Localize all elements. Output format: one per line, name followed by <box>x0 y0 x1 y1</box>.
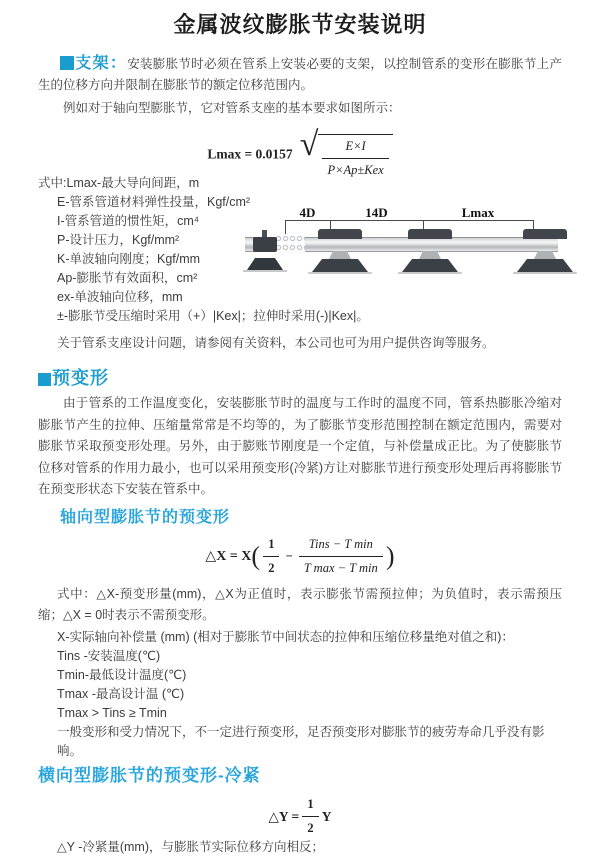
axial-note-x: 式中：△X-预变形量(mm)，△X为正值时，表示膨张节需预拉伸；为负值时，表示需预压缩；△X = 0时表示不需预变形。 <box>38 586 562 622</box>
lateral-note: △Y -冷紧量(mm)，与膨胀节实际位移方向相反； <box>57 839 325 854</box>
sqrt-expression <box>300 127 393 181</box>
definition-line: ±-膨胀节受压缩时采用（+）|Kex|；拉伸时采用(-)|Kex|。 <box>57 309 369 323</box>
definition-line: K-单波轴向刚度；Kgf/mm <box>57 252 201 266</box>
support-base <box>312 259 368 272</box>
support-stem <box>419 251 441 259</box>
open-paren: ( <box>251 541 261 570</box>
lmax-fraction-denominator: P×Ap±Kex <box>322 158 388 181</box>
service-note-line: 关于管系支座设计问题，请参阅有关资料，本公司也可为用户提供咨询等服务。 <box>57 336 495 350</box>
radical-sign: √ <box>299 126 319 163</box>
lateral-half-denominator: 2 <box>302 816 318 839</box>
support-base <box>402 259 458 272</box>
lmax-formula <box>38 126 562 177</box>
predeform-body-paragraph: 由于管系的工作温度变化，安装膨胀节时的温度与工作时的温度不同，管系热膨胀冷缩对膨胀节产生的拉伸、压缩量常常是不均等的，为了膨胀节变形范围控制在额定范围内，需要对膨胀节采取预变形处理。另外，由于膨账节刚度是一个定值，与补偿量成正比。为了使膨胀节位移对管系的作用力最小，也可以采用预变形(冷紧)方让对膨胀节进行预变形处理后再将膨胀节在预变形状态下安装在管系中。 <box>38 396 562 496</box>
guide-support <box>308 204 372 274</box>
document-body <box>0 53 600 857</box>
half-numerator: 1 <box>268 536 275 551</box>
axial-note-compensation: X-实际轴向补偿量 (mm) (相对于膨胀节中间状态的拉伸和压缩位移量绝对值之和)： <box>57 629 514 644</box>
support-intro-text: 安装膨胀节时必须在管系上安装必要的支架，以控制管系的变形在膨胀节上产生的位移方向并限制在膨胀节的额定位移范围内。 <box>38 57 562 92</box>
half-denominator: 2 <box>263 556 279 579</box>
anchor-base <box>247 258 283 270</box>
axial-note-inequality: Tmax > Tins ≥ Tmin <box>57 705 167 720</box>
page-title: 金属波纹膨胀节安装说明 <box>173 12 427 37</box>
definition-line: Ap-膨胀节有效面积，cm² <box>57 271 198 285</box>
lateral-half-numerator: 1 <box>307 796 314 811</box>
support-baseline <box>513 272 577 274</box>
dimension-label-4d: 4D <box>299 205 316 220</box>
support-stem <box>329 251 351 259</box>
lmax-formula-lhs: Lmax = 0.0157 <box>207 146 293 162</box>
dimension-label-14d: 14D <box>365 205 388 220</box>
support-baseline <box>398 272 462 274</box>
definition-line: P-设计压力，Kgf/mm² <box>57 233 180 247</box>
minus-sign: − <box>285 548 293 563</box>
axial-subheading: 轴向型膨胀节的预变形 <box>60 508 231 526</box>
definition-line: ex-单波轴向位移，mm <box>57 290 183 304</box>
predeform-section-label: 预变形 <box>52 368 109 388</box>
definitions-and-diagram <box>38 174 562 332</box>
anchor-baseline <box>243 270 287 272</box>
axial-formula-lhs: △X = X <box>205 548 252 564</box>
support-stem <box>534 251 556 259</box>
lateral-subheading: 横向型膨胀节的预变形-冷紧 <box>38 765 261 785</box>
axial-note-tins: Tins -安装温度(℃) <box>57 648 161 663</box>
support-section-label: 支架： <box>75 55 128 72</box>
section-square-icon <box>60 56 74 70</box>
close-paren: ) <box>385 541 395 570</box>
lmax-fraction-numerator: E×I <box>345 139 366 153</box>
guide-support <box>513 204 577 274</box>
section-square-icon <box>38 373 51 386</box>
support-intro-paragraph <box>38 53 562 96</box>
support-cap <box>318 229 362 239</box>
axial-note-tmax: Tmax -最高设计温 (℃) <box>57 686 185 701</box>
temperature-numerator: Tins − T min <box>308 536 373 551</box>
bellows-section <box>275 234 305 254</box>
lateral-half-fraction <box>302 794 318 839</box>
half-fraction <box>263 534 279 579</box>
pipe-support-diagram <box>245 204 580 304</box>
axial-formula <box>38 534 562 580</box>
support-cap <box>523 229 567 239</box>
definition-line: E-管系管道材料弹性投量，Kgf/cm² <box>57 195 251 209</box>
support-cap <box>408 229 452 239</box>
temperature-denominator: T max − T min <box>299 556 383 579</box>
guide-support <box>398 204 462 274</box>
support-example-line: 例如对于轴向型膨胀节，它对管系支座的基本要求如图所示： <box>63 101 401 115</box>
axial-note-tmin: Tmin-最低设计温度(℃) <box>57 667 187 682</box>
predeform-section-header <box>38 368 562 391</box>
temperature-fraction <box>299 534 383 579</box>
axial-note-fatigue: 一般变形和受力情况下，不一定进行预变形，足否预变形对膨胀节的疲劳寿命几乎没有影响。 <box>57 724 545 758</box>
support-base <box>517 259 573 272</box>
definition-line: I-管系管道的惯性矩，cm⁴ <box>57 214 200 228</box>
support-baseline <box>308 272 372 274</box>
anchor-support <box>253 237 277 252</box>
dimension-label-lmax: Lmax <box>461 205 495 220</box>
lateral-formula <box>38 794 562 834</box>
lateral-formula-rhs: Y <box>321 808 332 824</box>
lateral-formula-lhs: △Y = <box>268 808 300 824</box>
definition-line: 式中:Lmax-最大导向间距，m <box>38 176 200 190</box>
